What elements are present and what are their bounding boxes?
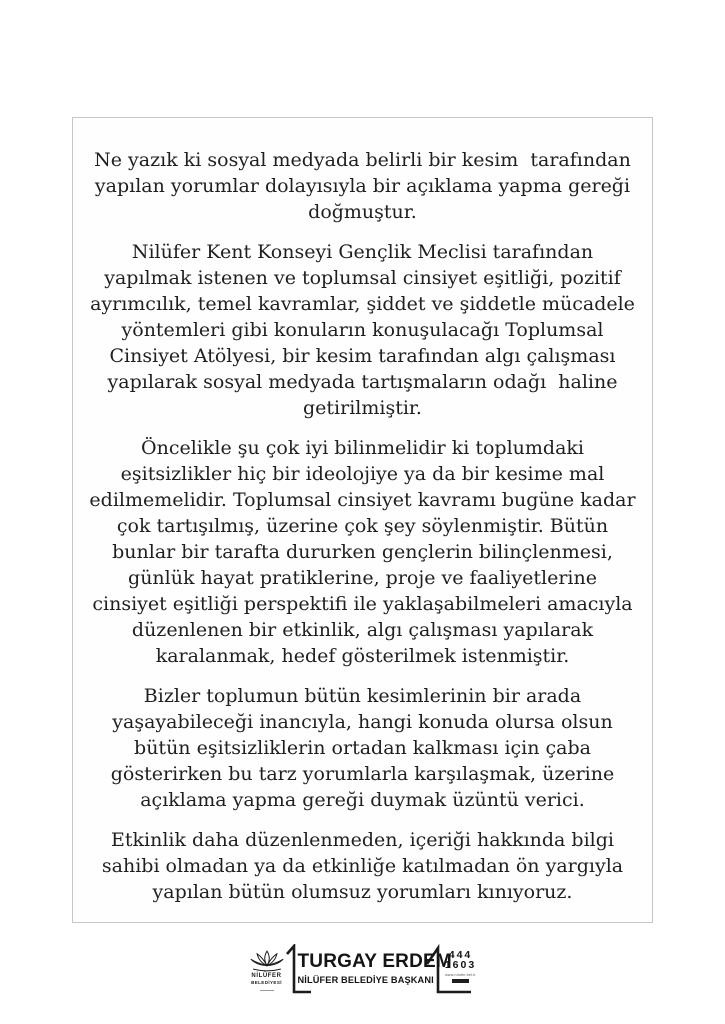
phone-number-bottom: 1603 [444,959,477,971]
contact-block [443,950,479,983]
logo-municipality-word: BELEDİYESİ [251,980,282,985]
waterlily-icon [249,949,285,973]
logo-municipality-name: NİLÜFER [251,973,282,979]
statement-paragraph-3: Öncelikle şu çok iyi bilinmelidir ki toplumdaki eşitsizlikler hiç bir ideolojiye ya da bir kesime mal edilmemelidir. Toplumsal cinsiyet kavramı bugüne kadar çok tartışılmış, üzerine çok şey söylenmiştir. Bütün bunlar bir tarafta dururken gençlerin bilinçlenmesi, günlük hayat pratiklerine, proje ve faaliyetlerine cinsiyet eşitliği perspektifi ile yaklaşabilmeleri amacıyla düzenlenen bir etkinlik, algı çalışması yapılarak karalanmak, hedef gösterilmek istenmiştir. [89,437,642,667]
mayor-title: NİLÜFER BELEDİYE BAŞKANI [297,975,434,985]
statement-paragraph-1: Ne yazık ki sosyal medyada belirli bir kesim tarafından yapılan yorumlar dolayısıyla bir açıklama yapma gereği doğmuştur. [94,149,637,223]
social-icons-strip [452,979,469,984]
statement-paragraph-2: Nilüfer Kent Konseyi Gençlik Meclisi tarafından yapılmak istenen ve toplumsal cinsiyet eşitliği, pozitif ayrımcılık, temel kavramlar, şiddet ve şiddetle mücadele yöntemleri gibi konuların konuşulacağı Toplumsal Cinsiyet Atölyesi, bir kesim tarafından algı çalışması yapılarak sosyal medyada tartışmaların odağı haline getirilmiştir. [90,241,641,419]
signature-block [241,944,485,1016]
municipality-logo [247,949,287,991]
phone-number-top: 444 [448,949,473,961]
statement-paragraph-5: Etkinlik daha düzenlenmeden, içeriği hakkında bilgi sahibi olmadan ya da etkinliğe katılmadan ön yargıyla yapılan bütün olumsuz yorumları kınıyoruz. [101,829,630,903]
statement-card [72,117,653,923]
logo-script-flourish [260,987,274,991]
mayor-name-block [297,951,452,985]
statement-paragraph-4: Bizler toplumun bütün kesimlerinin bir arada yaşayabileceği inancıyla, hangi konuda olursa olsun bütün eşitsizliklerin ortadan kalkması için çaba gösterirken bu tarz yorumlarla karşılaşmak, üzerine açıklama yapma gereği duymak üzüntü verici. [110,685,621,811]
website-url: www.nilufer.bel.tr [445,973,476,977]
mayor-name: TURGAY ERDEM [297,951,452,972]
